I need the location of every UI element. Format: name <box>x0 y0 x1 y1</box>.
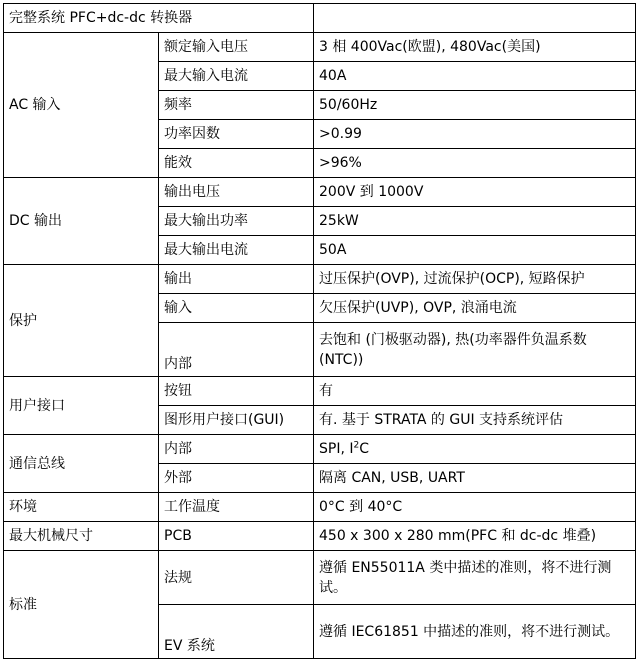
value-cell: 450 x 300 x 280 mm(PFC 和 dc-dc 堆叠) <box>314 522 636 551</box>
value-cell: 隔离 CAN, USB, UART <box>314 464 636 493</box>
param-cell: 图形用户接口(GUI) <box>159 406 314 435</box>
group-protection: 保护 <box>4 265 159 377</box>
param-cell: 最大输出功率 <box>159 207 314 236</box>
value-cell: 200V 到 1000V <box>314 178 636 207</box>
value-cell: 过压保护(OVP), 过流保护(OCP), 短路保护 <box>314 265 636 294</box>
value-cell: 50/60Hz <box>314 91 636 120</box>
group-user-interface: 用户接口 <box>4 377 159 435</box>
value-cell: >96% <box>314 149 636 178</box>
param-cell: 功率因数 <box>159 120 314 149</box>
param-cell: 输出电压 <box>159 178 314 207</box>
title-empty-cell <box>314 4 636 33</box>
table-row <box>4 178 636 207</box>
param-cell: 能效 <box>159 149 314 178</box>
param-cell: 最大输出电流 <box>159 236 314 265</box>
value-suffix: C <box>359 441 370 457</box>
value-superscript: 2 <box>353 440 360 451</box>
table-row <box>4 551 636 605</box>
table-row <box>4 522 636 551</box>
group-comm-bus: 通信总线 <box>4 435 159 493</box>
param-cell: 外部 <box>159 464 314 493</box>
value-cell: 0°C 到 40°C <box>314 493 636 522</box>
param-cell: 最大输入电流 <box>159 62 314 91</box>
param-cell: 输入 <box>159 294 314 323</box>
group-dc-output: DC 输出 <box>4 178 159 265</box>
value-cell: 去饱和 (门极驱动器), 热(功率器件负温系数(NTC)) <box>314 323 636 377</box>
param-cell: EV 系统 <box>159 605 314 659</box>
param-cell: 内部 <box>159 323 314 377</box>
table-row <box>4 377 636 406</box>
param-cell: 内部 <box>159 435 314 464</box>
group-max-mech-size: 最大机械尺寸 <box>4 522 159 551</box>
param-cell: 额定输入电压 <box>159 33 314 62</box>
value-cell: 遵循 IEC61851 中描述的准则，将不进行测试。 <box>314 605 636 659</box>
title-row <box>4 4 636 33</box>
group-environment: 环境 <box>4 493 159 522</box>
value-cell: 50A <box>314 236 636 265</box>
table-row <box>4 435 636 464</box>
param-cell: 按钮 <box>159 377 314 406</box>
spec-table <box>3 3 636 659</box>
value-cell: 欠压保护(UVP), OVP, 浪涌电流 <box>314 294 636 323</box>
value-prefix: SPI, I <box>319 441 354 457</box>
value-cell: 遵循 EN55011A 类中描述的准则，将不进行测试。 <box>314 551 636 605</box>
value-cell: 3 相 400Vac(欧盟), 480Vac(美国) <box>314 33 636 62</box>
value-cell: 有 <box>314 377 636 406</box>
table-row <box>4 33 636 62</box>
value-cell: 40A <box>314 62 636 91</box>
group-standards: 标准 <box>4 551 159 659</box>
group-ac-input: AC 输入 <box>4 33 159 178</box>
param-cell: 频率 <box>159 91 314 120</box>
value-cell: 25kW <box>314 207 636 236</box>
table-title: 完整系统 PFC+dc-dc 转换器 <box>4 4 314 33</box>
value-cell <box>314 435 636 464</box>
param-cell: 工作温度 <box>159 493 314 522</box>
param-cell: PCB <box>159 522 314 551</box>
table-row <box>4 493 636 522</box>
value-cell: 有. 基于 STRATA 的 GUI 支持系统评估 <box>314 406 636 435</box>
param-cell: 法规 <box>159 551 314 605</box>
table-row <box>4 265 636 294</box>
value-cell: >0.99 <box>314 120 636 149</box>
param-cell: 输出 <box>159 265 314 294</box>
